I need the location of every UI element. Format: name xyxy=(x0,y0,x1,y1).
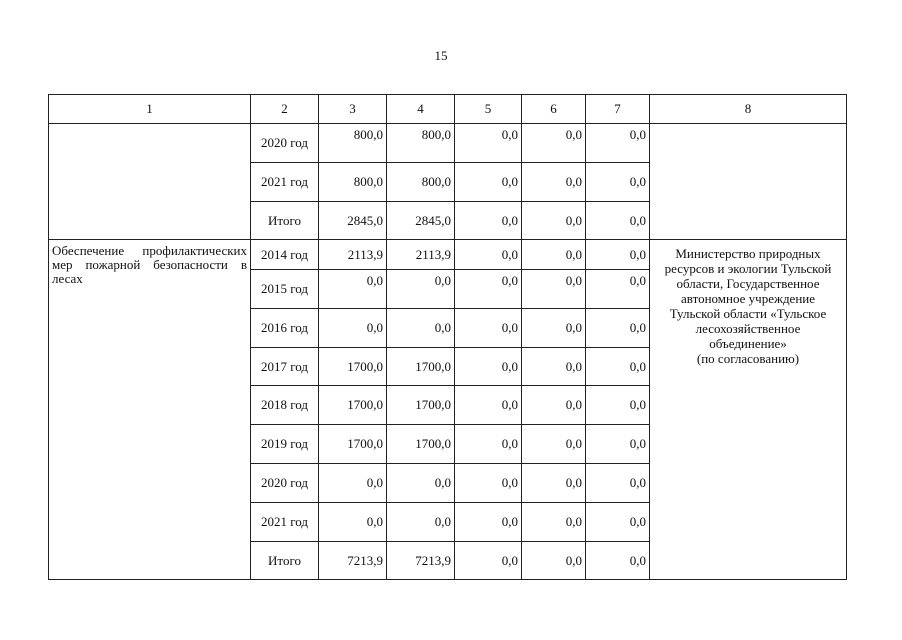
table-cell: 7213,9 xyxy=(319,542,387,580)
table-cell: 0,0 xyxy=(455,503,522,542)
header-col-7: 7 xyxy=(586,95,650,124)
header-col-5: 5 xyxy=(455,95,522,124)
table-cell: 800,0 xyxy=(387,124,455,163)
table-cell: 0,0 xyxy=(387,270,455,309)
table-cell: 0,0 xyxy=(522,163,586,202)
table-cell: 0,0 xyxy=(387,309,455,348)
table-cell: 2113,9 xyxy=(319,240,387,270)
table-cell: 0,0 xyxy=(455,386,522,425)
table-cell: 800,0 xyxy=(319,163,387,202)
table-cell: 0,0 xyxy=(586,309,650,348)
table-cell: 0,0 xyxy=(522,348,586,386)
table-row-year: 2020 год xyxy=(251,464,319,503)
executor-line: Тульской области «Тульское xyxy=(669,306,827,321)
table-cell: 0,0 xyxy=(522,240,586,270)
table-cell: 0,0 xyxy=(522,503,586,542)
header-col-8: 8 xyxy=(650,95,847,124)
table-cell: 0,0 xyxy=(586,425,650,464)
table-cell: 1700,0 xyxy=(319,425,387,464)
table-cell: 0,0 xyxy=(586,348,650,386)
table-cell: 800,0 xyxy=(387,163,455,202)
table-cell: 1700,0 xyxy=(319,348,387,386)
table-cell: 0,0 xyxy=(586,240,650,270)
table-cell: 2113,9 xyxy=(387,240,455,270)
continued-executor-cell xyxy=(650,124,847,240)
budget-table xyxy=(48,94,847,580)
table-cell: 0,0 xyxy=(522,309,586,348)
table-cell: 0,0 xyxy=(455,309,522,348)
header-col-2: 2 xyxy=(251,95,319,124)
table-cell: 0,0 xyxy=(455,202,522,240)
table-cell: 0,0 xyxy=(586,202,650,240)
table-cell: 7213,9 xyxy=(387,542,455,580)
table-cell: 0,0 xyxy=(586,163,650,202)
header-col-1: 1 xyxy=(49,95,251,124)
header-col-3: 3 xyxy=(319,95,387,124)
header-col-6: 6 xyxy=(522,95,586,124)
header-col-4: 4 xyxy=(387,95,455,124)
table-cell: 0,0 xyxy=(586,386,650,425)
table-cell: 2845,0 xyxy=(387,202,455,240)
table-cell: 0,0 xyxy=(455,163,522,202)
table-cell: 0,0 xyxy=(586,464,650,503)
table-cell: 0,0 xyxy=(319,270,387,309)
table-cell: 800,0 xyxy=(319,124,387,163)
table-cell: 0,0 xyxy=(586,503,650,542)
executor-line: (по согласованию) xyxy=(696,351,800,366)
table-row-year: 2021 год xyxy=(251,503,319,542)
table-cell: 0,0 xyxy=(522,202,586,240)
table-cell: 0,0 xyxy=(387,503,455,542)
table-cell: 0,0 xyxy=(455,270,522,309)
executor-line: области, Государственное xyxy=(676,276,820,291)
executor-cell xyxy=(650,240,847,580)
table-cell: 0,0 xyxy=(522,270,586,309)
activity-name: Обеспечение профилактических мер пожарной безопасности в лесах xyxy=(49,240,251,580)
table-row-year: 2015 год xyxy=(251,270,319,309)
table-cell: 0,0 xyxy=(387,464,455,503)
executor-line: Министерство природных xyxy=(675,246,821,261)
table-cell: 0,0 xyxy=(522,124,586,163)
table-cell: 0,0 xyxy=(522,464,586,503)
continued-activity-cell xyxy=(49,124,251,240)
table-cell: 0,0 xyxy=(522,425,586,464)
table-row-year: 2014 год xyxy=(251,240,319,270)
table-cell: 0,0 xyxy=(522,542,586,580)
table-cell: 0,0 xyxy=(455,425,522,464)
table-cell: 0,0 xyxy=(586,124,650,163)
table-cell: 1700,0 xyxy=(319,386,387,425)
table-row-year: 2017 год xyxy=(251,348,319,386)
table-cell: 0,0 xyxy=(455,124,522,163)
table-cell: 0,0 xyxy=(522,386,586,425)
table-row-year: 2018 год xyxy=(251,386,319,425)
table-cell: 0,0 xyxy=(455,542,522,580)
table-cell: 0,0 xyxy=(455,240,522,270)
executor-line: объединение» xyxy=(709,336,787,351)
table-cell: 2845,0 xyxy=(319,202,387,240)
table-cell: 0,0 xyxy=(319,503,387,542)
executor-line: автономное учреждение xyxy=(680,291,816,306)
table-cell: 0,0 xyxy=(319,309,387,348)
table-cell: 0,0 xyxy=(586,542,650,580)
table-cell: 0,0 xyxy=(319,464,387,503)
executor-line: лесохозяйственное xyxy=(695,321,801,336)
table-row-total: Итого xyxy=(251,542,319,580)
page-number: 15 xyxy=(434,48,448,63)
table-row-year: 2020 год xyxy=(251,124,319,163)
table-cell: 0,0 xyxy=(455,348,522,386)
executor-line: ресурсов и экологии Тульской xyxy=(664,261,832,276)
table-row-total: Итого xyxy=(251,202,319,240)
table-row-year: 2019 год xyxy=(251,425,319,464)
table-cell: 0,0 xyxy=(455,464,522,503)
table-cell: 1700,0 xyxy=(387,348,455,386)
table-row-year: 2021 год xyxy=(251,163,319,202)
table-cell: 0,0 xyxy=(586,270,650,309)
table-cell: 1700,0 xyxy=(387,386,455,425)
table-row-year: 2016 год xyxy=(251,309,319,348)
table-cell: 1700,0 xyxy=(387,425,455,464)
